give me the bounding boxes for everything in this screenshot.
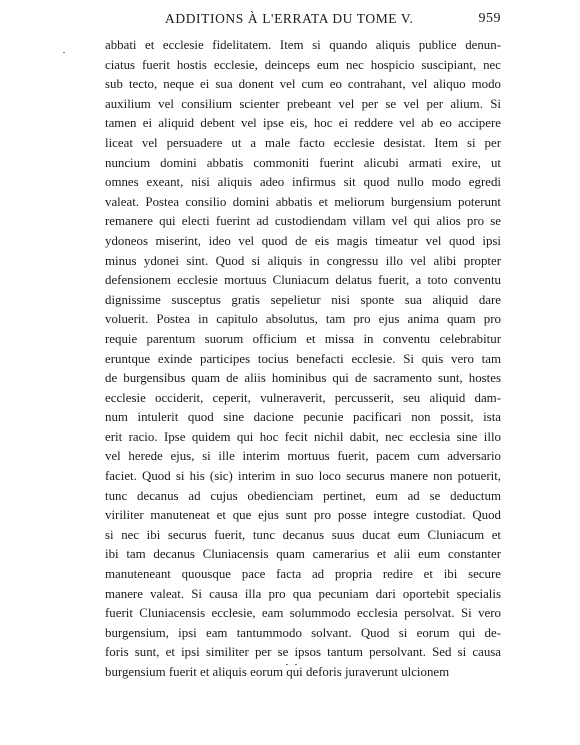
text-line: faciet. Quod si his (sic) interim in suo loco securus manere non potuerit,: [105, 469, 501, 484]
text-line: eruntque exinde participes tocius benefacti ecclesie. Si quis vero tam: [105, 351, 501, 366]
text-line: viriliter manuteneat et que ejus sunt pro posse integre custodiat. Quod: [105, 508, 501, 523]
text-line: si nec ibi securus fuerit, tunc decanus suus ducat eum Cluniacum et: [105, 527, 501, 542]
text-line: erit racio. Ipse quidem qui hoc fecit nichil dabit, nec ecclesia sine illo: [105, 429, 501, 444]
text-line: minus ydonei sint. Quod si aliquis in congressu illo vel alibi propter: [105, 253, 501, 268]
text-line: remanere qui electi fuerint ad custodiendam villam vel qui alios pro se: [105, 214, 501, 229]
text-line: requie parentum suorum officium et missa in conventu celebrabitur: [105, 331, 501, 346]
text-line: ciatus fuerit hostis ecclesie, deinceps eum nec hospicio suscipiant, nec: [105, 57, 501, 72]
text-line: omnes exeant, nisi aliquis adeo infirmus sit quod nullo modo egredi: [105, 175, 501, 190]
text-line: num intulerit quod sine dacione pecunie pacificari non possit, ista: [105, 410, 501, 425]
text-line: manuteneant quousque pace facta ad propria redire et ibi secure: [105, 567, 501, 582]
text-line: tamen ei aliquid debent vel ipse eis, hoc ei reddere vel ab eo accipere: [105, 116, 501, 131]
scan-speck: [63, 52, 65, 53]
text-line: nuncium domini abbatis commoniti fuerint alicubi armati exire, ut: [105, 155, 501, 170]
text-line: valeat. Postea consilio domini abbatis et meliorum burgensium poterunt: [105, 194, 501, 209]
text-line: fuerit Cluniacensis ecclesie, eam solummodo ecclesia persolvat. Si vero: [105, 606, 501, 621]
running-header: [105, 11, 501, 31]
text-line: auxilium vel consilium scienter prebeant vel per se vel per alium. Si: [105, 96, 501, 111]
scan-speck: [295, 664, 297, 665]
text-line: ecclesie occiderit, ceperit, vulneraverit, percusserit, seu aliquid dam-: [105, 390, 501, 405]
text-line: vel herede ejus, si ille interim mortuus fuerit, pacem cum adversario: [105, 449, 501, 464]
scan-speck: [286, 664, 288, 665]
text-line: tunc decanus ad cujus obedienciam pertinet, eum ad se deductum: [105, 488, 501, 503]
text-line: ydoneos miserint, ideo vel quod de eis magis timeatur vel quod ipsi: [105, 233, 501, 248]
text-line: foris sunt, et ipsi similiter per se ipsos tantum persolvant. Sed si causa: [105, 645, 501, 660]
text-line: sub tecto, neque ei sua donent vel cum eo contrahant, vel aliquo modo: [105, 77, 501, 92]
text-line: de burgensibus quam de aliis hominibus qui de sacramento sunt, hostes: [105, 371, 501, 386]
text-line: defensionem ecclesie mortuus Cluniacum delatus fuerit, a toto conventu: [105, 273, 501, 288]
page-number: 959: [478, 11, 501, 26]
text-line: manere valeat. Si causa illa pro qua pecuniam dari oportebit specialis: [105, 586, 501, 601]
text-line: ibi tam decanus Cluniacensis quam camerarius et alii eum constanter: [105, 547, 501, 562]
text-line: voluerit. Postea in capitulo absolutus, tam pro ejus anima quam pro: [105, 312, 501, 327]
text-line: burgensium fuerit et aliquis eorum qui deforis juraverunt ulcionem: [105, 665, 450, 679]
text-line: liceat vel persuadere ut a male facto ecclesie desistat. Item si per: [105, 135, 501, 150]
text-line: abbati et ecclesie fidelitatem. Item si quando aliquis publice denun-: [105, 38, 501, 52]
text-line: dignissime susceptus gratis sepelietur nisi sponte sua aliquid dare: [105, 292, 501, 307]
running-title: ADDITIONS À L'ERRATA DU TOME V.: [165, 11, 414, 26]
text-line: burgensium, ipsi eam tantummodo solvant. Quod si eorum qui de-: [105, 625, 501, 640]
body-text: [105, 36, 501, 683]
